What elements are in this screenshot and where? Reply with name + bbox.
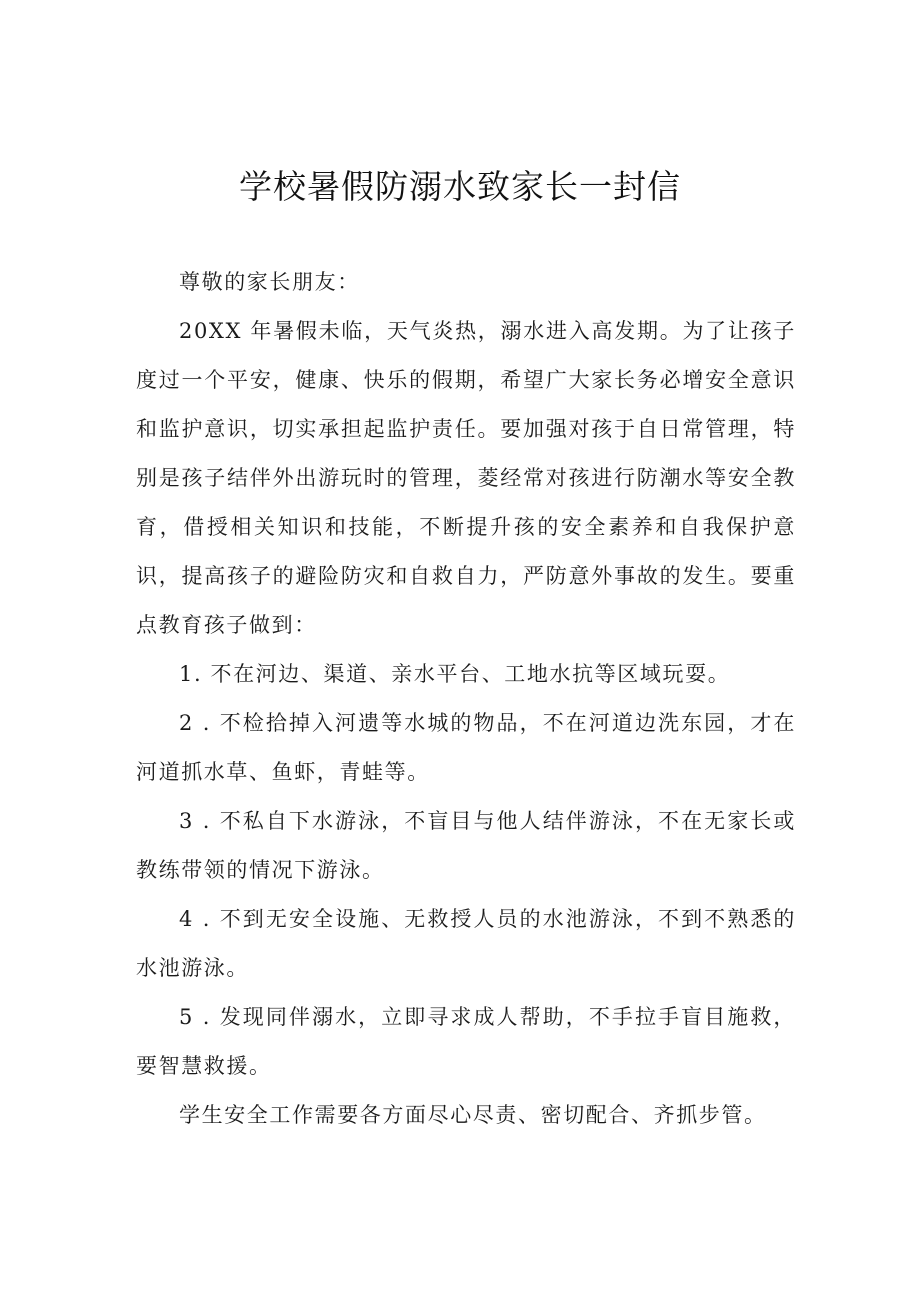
- salutation: 尊敬的家长朋友：: [179, 270, 360, 294]
- document-title: 学校暑假防溺水致家长一封信: [239, 167, 681, 206]
- rule-item-1: 1. 不在河边、渠道、亲水平台、工地水抗等区域玩耍。: [179, 662, 731, 686]
- rule-item-2: 2 . 不检拾掉入河遗等水城的物品，不在河道边洗东园，才在河道抓水草、鱼虾，青蛙等。: [136, 711, 796, 784]
- letter-body: [136, 258, 796, 1140]
- rule-item-5: 5 . 发现同伴溺水，立即寻求成人帮助，不手拉手盲目施救，要智慧救援。: [136, 1005, 796, 1078]
- rule-item-4: 4 . 不到无安全设施、无救授人员的水池游泳，不到不熟悉的水池游泳。: [136, 907, 796, 980]
- closing-paragraph: 学生安全工作需要各方面尽心尽责、密切配合、齐抓步管。: [179, 1103, 767, 1127]
- rule-item-3: 3 . 不私自下水游泳，不盲目与他人结伴游泳，不在无家长或教练带领的情况下游泳。: [136, 809, 796, 882]
- intro-paragraph: 20XX 年暑假未临，天气炎热，溺水进入高发期。为了让孩子度过一个平安，健康、快乐的假期，希望广大家长务必增安全意识和监护意识，切实承担起监护责任。要加强对孩于自日常管理，特别是孩子结伴外出游玩时的管理，菱经常对孩进行防潮水等安全教育，借授相关知识和技能，不断提升孩的安全素养和自我保护意识，提高孩子的避险防灾和自救自力，严防意外事故的发生。要重点教育孩子做到：: [136, 319, 796, 637]
